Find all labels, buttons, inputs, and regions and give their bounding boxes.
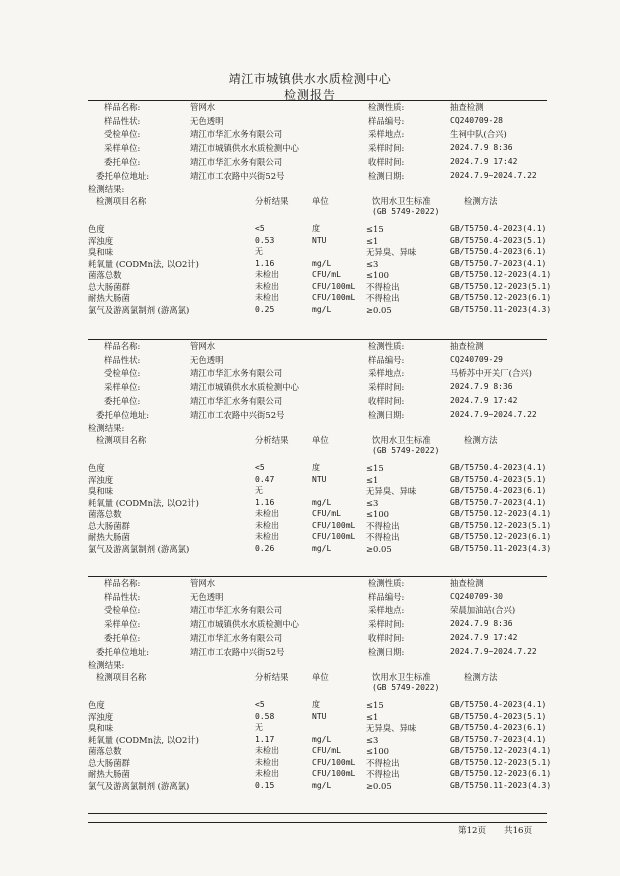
result-method: GB/T5750.7-2023(4.1): [450, 734, 547, 744]
value-sampling-site: 生祠中队(合兴): [450, 129, 507, 140]
result-standard: ≥0.05: [366, 543, 392, 554]
result-item-name: 耗氧量 (CODMn法, 以O2计): [88, 258, 199, 269]
result-method: GB/T5750.12-2023(4.1): [450, 509, 552, 519]
result-value: 未检出: [255, 509, 279, 519]
result-value: 0.58: [255, 711, 275, 721]
value-test-date: 2024.7.9~2024.7.22: [450, 409, 537, 419]
value-sampling-time: 2024.7.9 8:36: [450, 382, 513, 392]
result-standard: ≤1: [366, 235, 379, 246]
result-unit: CFU/mL: [312, 270, 341, 280]
label-sampling-time: 采样时间:: [368, 143, 405, 154]
result-standard: ≥0.05: [366, 304, 392, 315]
result-value: <5: [255, 224, 265, 234]
section-top-rule: [88, 339, 547, 340]
result-item-name: 浑浊度: [88, 711, 114, 722]
value-test-date: 2024.7.9~2024.7.22: [450, 170, 537, 180]
label-sampling-time: 采样时间:: [368, 382, 405, 393]
label-test-date: 检测日期:: [368, 170, 405, 181]
value-client: 靖江市华汇水务有限公司: [190, 368, 283, 379]
value-test-date: 2024.7.9~2024.7.22: [450, 646, 537, 656]
result-method: GB/T5750.12-2023(4.1): [450, 746, 552, 756]
result-unit: CFU/100mL: [312, 293, 356, 303]
value-receiving-time: 2024.7.9 17:42: [450, 395, 518, 405]
footer-rule: [88, 822, 547, 823]
result-item-name: 氯气及游离氯制剂 (游离氯): [88, 543, 190, 554]
result-value: 未检出: [255, 520, 279, 530]
value-sampling-site: 荣晨加油站(合兴): [450, 605, 516, 616]
result-value: 未检出: [255, 270, 279, 280]
result-item-name: 耗氧量 (CODMn法, 以O2计): [88, 734, 199, 745]
value-sample-name: 管网水: [190, 102, 216, 112]
result-item-name: 耐热大肠菌: [88, 532, 130, 543]
result-item-name: 耗氧量 (CODMn法, 以O2计): [88, 497, 199, 508]
label-entrusting-unit: 委托单位:: [104, 632, 141, 643]
result-unit: CFU/mL: [312, 746, 341, 756]
result-method: GB/T5750.4-2023(6.1): [450, 486, 547, 496]
result-unit: NTU: [312, 711, 327, 721]
result-item-name: 耐热大肠菌: [88, 769, 130, 780]
column-header-method: 检测方法: [464, 435, 498, 446]
result-value: 0.25: [255, 304, 275, 314]
label-sampling-site: 采样地点:: [368, 368, 405, 379]
value-entrusting-address: 靖江市工农路中兴街52号: [190, 409, 285, 420]
result-method: GB/T5750.4-2023(4.1): [450, 700, 547, 710]
value-sample-no: CQ240709-28: [450, 115, 503, 125]
value-entrusting-address: 靖江市工农路中兴街52号: [190, 170, 285, 181]
result-method: GB/T5750.4-2023(4.1): [450, 463, 547, 473]
result-standard: 不得检出: [366, 757, 400, 768]
result-value: 未检出: [255, 757, 279, 767]
result-unit: CFU/mL: [312, 509, 341, 519]
result-item-name: 色度: [88, 463, 105, 474]
result-value: <5: [255, 463, 265, 473]
result-unit: mg/L: [312, 780, 332, 790]
result-value: 无: [255, 247, 263, 257]
value-sampling-unit: 靖江市城镇供水水质检测中心: [190, 619, 299, 630]
label-test-date: 检测日期:: [368, 646, 405, 657]
label-receiving-time: 收样时间:: [368, 395, 405, 406]
result-method: GB/T5750.4-2023(6.1): [450, 247, 547, 257]
result-standard: ≤100: [366, 509, 390, 520]
result-value: 未检出: [255, 293, 279, 303]
result-method: GB/T5750.4-2023(4.1): [450, 224, 547, 234]
column-header-standard: 饮用水卫生标准: [372, 196, 431, 207]
result-unit: CFU/100mL: [312, 281, 356, 291]
label-test-nature: 检测性质:: [368, 102, 405, 112]
result-standard: ≤100: [366, 746, 390, 757]
value-entrusting-address: 靖江市工农路中兴街52号: [190, 646, 285, 657]
label-client: 受检单位:: [104, 368, 141, 379]
label-sample-name: 样品名称:: [104, 102, 141, 112]
result-standard: 不得检出: [366, 769, 400, 780]
result-standard: 无异臭、异味: [366, 486, 417, 497]
label-sample-name: 样品名称:: [104, 341, 141, 351]
result-standard: 不得检出: [366, 281, 400, 292]
result-unit: mg/L: [312, 734, 332, 744]
result-standard: 不得检出: [366, 532, 400, 543]
value-sampling-unit: 靖江市城镇供水水质检测中心: [190, 143, 299, 154]
result-method: GB/T5750.12-2023(6.1): [450, 293, 552, 303]
label-receiving-time: 收样时间:: [368, 156, 405, 167]
label-receiving-time: 收样时间:: [368, 632, 405, 643]
value-receiving-time: 2024.7.9 17:42: [450, 156, 518, 166]
result-unit: CFU/100mL: [312, 769, 356, 779]
result-standard: ≤15: [366, 224, 384, 235]
column-header-standard-ref: (GB 5749-2022): [372, 683, 440, 693]
value-sample-name: 管网水: [190, 578, 216, 588]
label-sampling-unit: 采样单位:: [104, 382, 141, 393]
result-item-name: 菌落总数: [88, 746, 122, 757]
label-sampling-unit: 采样单位:: [104, 619, 141, 630]
value-entrusting-unit: 靖江市华汇水务有限公司: [190, 156, 283, 167]
value-sample-nature: 无色透明: [190, 591, 224, 602]
result-value: <5: [255, 700, 265, 710]
section-top-rule: [88, 100, 547, 101]
result-value: 1.16: [255, 497, 275, 507]
result-method: GB/T5750.4-2023(5.1): [450, 474, 547, 484]
label-sample-no: 样品编号:: [368, 115, 405, 126]
result-standard: ≤15: [366, 463, 384, 474]
value-sample-name: 管网水: [190, 341, 216, 351]
label-sample-no: 样品编号:: [368, 591, 405, 602]
column-header-method: 检测方法: [464, 196, 498, 207]
result-method: GB/T5750.12-2023(4.1): [450, 270, 552, 280]
label-entrusting-address: 委托单位地址:: [96, 409, 150, 420]
column-header-method: 检测方法: [464, 672, 498, 683]
result-method: GB/T5750.12-2023(6.1): [450, 532, 552, 542]
results-heading: 检测结果:: [88, 660, 125, 671]
value-sample-nature: 无色透明: [190, 115, 224, 126]
label-test-nature: 检测性质:: [368, 341, 405, 351]
label-sample-nature: 样品性状:: [104, 115, 141, 126]
result-item-name: 氯气及游离氯制剂 (游离氯): [88, 780, 190, 791]
result-value: 无: [255, 486, 263, 496]
label-entrusting-unit: 委托单位:: [104, 395, 141, 406]
result-unit: 度: [312, 700, 320, 710]
value-receiving-time: 2024.7.9 17:42: [450, 632, 518, 642]
result-standard: ≤1: [366, 474, 379, 485]
label-entrusting-unit: 委托单位:: [104, 156, 141, 167]
column-header-item: 检测项目名称: [96, 435, 147, 446]
results-heading: 检测结果:: [88, 423, 125, 434]
value-entrusting-unit: 靖江市华汇水务有限公司: [190, 632, 283, 643]
result-method: GB/T5750.12-2023(5.1): [450, 281, 552, 291]
result-value: 0.15: [255, 780, 275, 790]
result-value: 无: [255, 723, 263, 733]
result-method: GB/T5750.4-2023(5.1): [450, 711, 547, 721]
result-item-name: 菌落总数: [88, 509, 122, 520]
result-item-name: 臭和味: [88, 486, 114, 497]
page-total: 共16页: [504, 826, 533, 836]
report-subtitle: 检测报告: [283, 88, 336, 102]
column-header-standard-ref: (GB 5749-2022): [372, 446, 440, 456]
result-value: 1.17: [255, 734, 275, 744]
result-item-name: 色度: [88, 700, 105, 711]
column-header-standard-ref: (GB 5749-2022): [372, 207, 440, 217]
column-header-result: 分析结果: [255, 672, 289, 683]
result-standard: ≥0.05: [366, 780, 392, 791]
result-unit: 度: [312, 224, 320, 234]
value-sampling-unit: 靖江市城镇供水水质检测中心: [190, 382, 299, 393]
label-sampling-site: 采样地点:: [368, 129, 405, 140]
result-unit: NTU: [312, 474, 327, 484]
value-sample-no: CQ240709-29: [450, 354, 503, 364]
result-unit: mg/L: [312, 304, 332, 314]
result-value: 未检出: [255, 746, 279, 756]
result-standard: ≤3: [366, 258, 379, 269]
value-entrusting-unit: 靖江市华汇水务有限公司: [190, 395, 283, 406]
label-sampling-time: 采样时间:: [368, 619, 405, 630]
column-header-unit: 单位: [312, 435, 329, 446]
result-item-name: 色度: [88, 224, 105, 235]
result-value: 未检出: [255, 532, 279, 542]
label-client: 受检单位:: [104, 605, 141, 616]
column-header-item: 检测项目名称: [96, 672, 147, 683]
result-value: 未检出: [255, 769, 279, 779]
column-header-unit: 单位: [312, 196, 329, 207]
result-unit: CFU/100mL: [312, 532, 356, 542]
column-header-result: 分析结果: [255, 435, 289, 446]
result-method: GB/T5750.11-2023(4.3): [450, 780, 552, 790]
result-value: 0.53: [255, 235, 275, 245]
label-test-date: 检测日期:: [368, 409, 405, 420]
value-test-nature: 抽查检测: [450, 102, 484, 112]
label-sampling-unit: 采样单位:: [104, 143, 141, 154]
result-item-name: 臭和味: [88, 247, 114, 258]
result-value: 0.47: [255, 474, 275, 484]
result-item-name: 耐热大肠菌: [88, 293, 130, 304]
result-item-name: 浑浊度: [88, 235, 114, 246]
result-unit: CFU/100mL: [312, 757, 356, 767]
result-standard: ≤3: [366, 734, 379, 745]
result-item-name: 臭和味: [88, 723, 114, 734]
label-sample-nature: 样品性状:: [104, 354, 141, 365]
column-header-standard: 饮用水卫生标准: [372, 435, 431, 446]
value-test-nature: 抽查检测: [450, 341, 484, 351]
label-sample-no: 样品编号:: [368, 354, 405, 365]
value-sampling-time: 2024.7.9 8:36: [450, 143, 513, 153]
value-sampling-site: 马桥苏中开关厂(合兴): [450, 368, 532, 379]
page-number: 第12页: [458, 826, 487, 836]
result-method: GB/T5750.11-2023(4.3): [450, 304, 552, 314]
result-method: GB/T5750.4-2023(6.1): [450, 723, 547, 733]
result-standard: 不得检出: [366, 520, 400, 531]
value-test-nature: 抽查检测: [450, 578, 484, 588]
result-unit: mg/L: [312, 497, 332, 507]
result-value: 未检出: [255, 281, 279, 291]
column-header-result: 分析结果: [255, 196, 289, 207]
result-method: GB/T5750.12-2023(5.1): [450, 757, 552, 767]
result-item-name: 浑浊度: [88, 474, 114, 485]
result-value: 0.26: [255, 543, 275, 553]
label-sample-name: 样品名称:: [104, 578, 141, 588]
label-client: 受检单位:: [104, 129, 141, 140]
column-header-unit: 单位: [312, 672, 329, 683]
label-test-nature: 检测性质:: [368, 578, 405, 588]
label-sampling-site: 采样地点:: [368, 605, 405, 616]
result-standard: 无异臭、异味: [366, 723, 417, 734]
result-unit: NTU: [312, 235, 327, 245]
result-standard: 无异臭、异味: [366, 247, 417, 258]
result-method: GB/T5750.4-2023(5.1): [450, 235, 547, 245]
result-method: GB/T5750.7-2023(4.1): [450, 497, 547, 507]
result-method: GB/T5750.12-2023(5.1): [450, 520, 552, 530]
result-item-name: 总大肠菌群: [88, 520, 130, 531]
result-method: GB/T5750.12-2023(6.1): [450, 769, 552, 779]
label-sample-nature: 样品性状:: [104, 591, 141, 602]
result-item-name: 菌落总数: [88, 270, 122, 281]
result-method: GB/T5750.7-2023(4.1): [450, 258, 547, 268]
column-header-item: 检测项目名称: [96, 196, 147, 207]
value-client: 靖江市华汇水务有限公司: [190, 129, 283, 140]
result-method: GB/T5750.11-2023(4.3): [450, 543, 552, 553]
value-client: 靖江市华汇水务有限公司: [190, 605, 283, 616]
result-standard: ≤100: [366, 270, 390, 281]
result-value: 1.16: [255, 258, 275, 268]
section-bottom-rule: [88, 813, 547, 814]
result-item-name: 总大肠菌群: [88, 281, 130, 292]
result-unit: mg/L: [312, 258, 332, 268]
value-sampling-time: 2024.7.9 8:36: [450, 619, 513, 629]
value-sample-no: CQ240709-30: [450, 591, 503, 601]
label-entrusting-address: 委托单位地址:: [96, 170, 150, 181]
result-standard: ≤15: [366, 700, 384, 711]
section-top-rule: [88, 576, 547, 577]
value-sample-nature: 无色透明: [190, 354, 224, 365]
results-heading: 检测结果:: [88, 184, 125, 195]
result-standard: ≤1: [366, 711, 379, 722]
label-entrusting-address: 委托单位地址:: [96, 646, 150, 657]
result-unit: CFU/100mL: [312, 520, 356, 530]
result-item-name: 总大肠菌群: [88, 757, 130, 768]
column-header-standard: 饮用水卫生标准: [372, 672, 431, 683]
result-unit: 度: [312, 463, 320, 473]
result-unit: mg/L: [312, 543, 332, 553]
report-org-title: 靖江市城镇供水水质检测中心: [228, 72, 392, 86]
result-standard: 不得检出: [366, 293, 400, 304]
result-standard: ≤3: [366, 497, 379, 508]
result-item-name: 氯气及游离氯制剂 (游离氯): [88, 304, 190, 315]
